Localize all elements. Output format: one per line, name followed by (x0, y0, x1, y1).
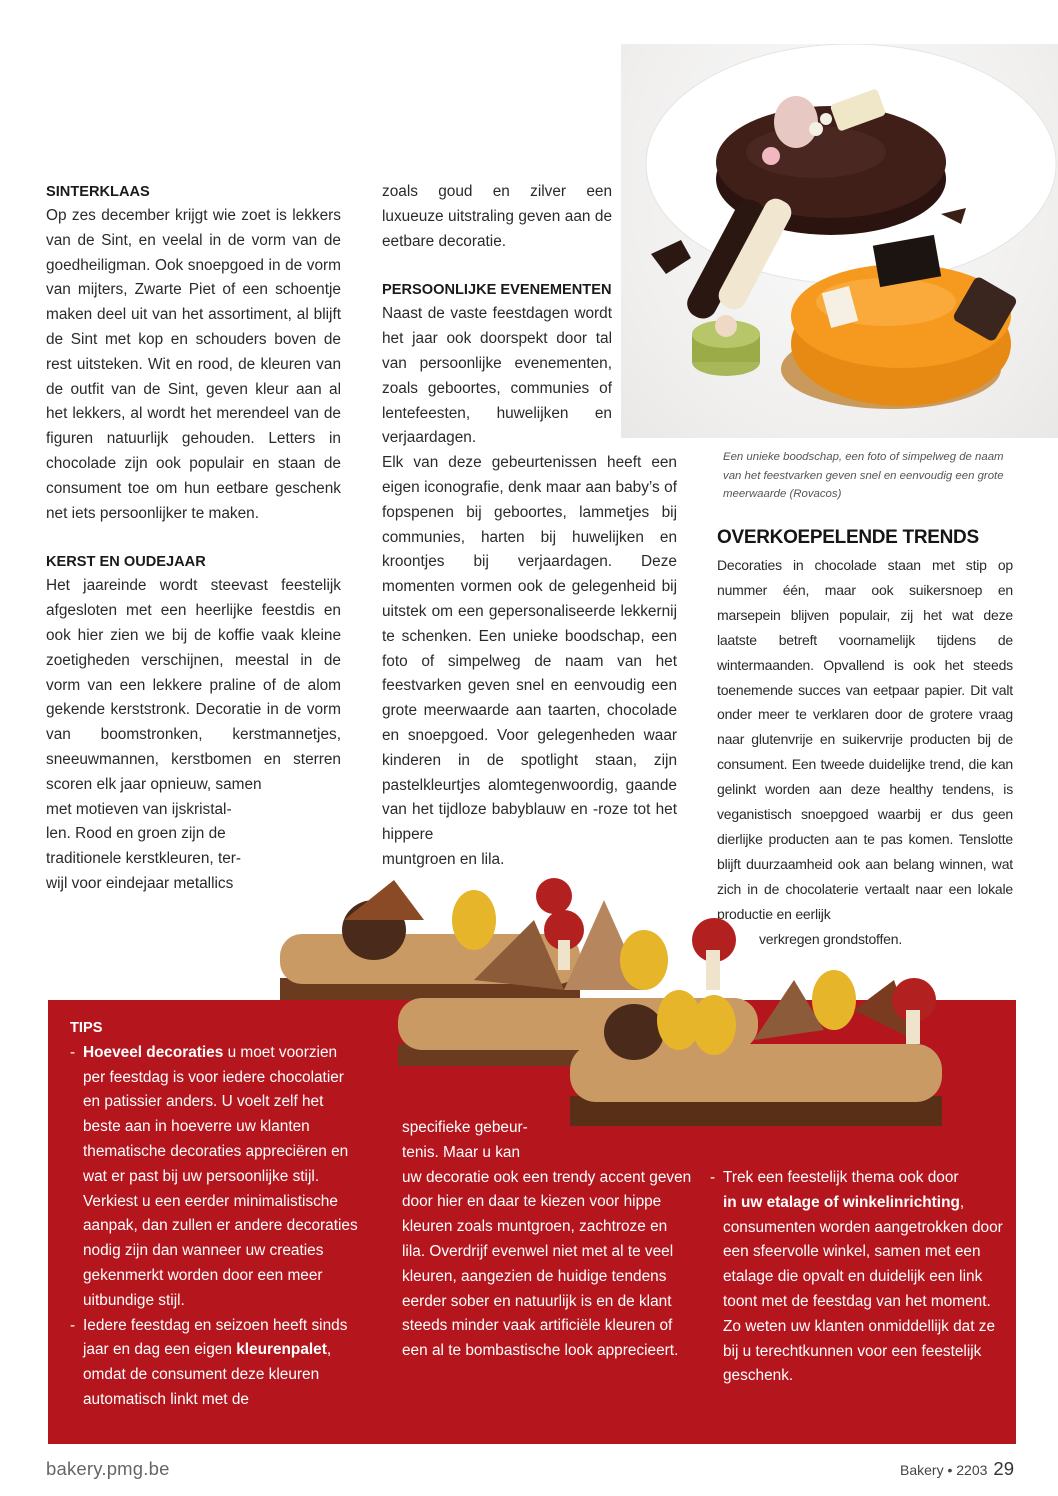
tip-text: Iedere feestdag en seizoen heeft sinds jaar en dag een eigen (83, 1316, 348, 1359)
tip-text: , omdat de consument deze kleuren automatisch linkt met de (83, 1341, 332, 1408)
tip-dash: - (70, 1043, 76, 1061)
tip-dash: - (710, 1169, 716, 1186)
paragraph-kerst-line: met motieven van ijskristal- (46, 800, 232, 818)
tips-column-1 (70, 1016, 360, 1413)
tips-column-3 (710, 1166, 1010, 1389)
paragraph-persoonlijk-1: Naast de vaste feestdagen wordt het jaar ook doorspekt door tal van persoonlijke evenementen, zoals geboortes, communies of lentefeesten, huwelijken en verjaardagen. (382, 305, 612, 447)
tip-text: , consumenten worden aangetrokken door een sfeervolle winkel, samen met een etalage die opvalt en duidelijk een link toont met de feestdag van het moment. (723, 1193, 1003, 1310)
tip-bold: Hoeveel decoraties (83, 1043, 224, 1061)
tip-dash: - (70, 1316, 76, 1334)
paragraph-trends: Decoraties in chocolade staan met stip op nummer één, maar ook suikersnoep en marsepein blijven populair, zij het wat deze laatste betreft voornamelijk tijdens de wintermaanden. Opvallend is ook het steeds toenemende succes van eetpaar papier. Dit valt onder meer te verklaren door de grotere vraag naar glutenvrije en suikervrije producten bij de consument. Een tweede duidelijke trend, die kan gelinkt worden aan deze healthy tendens, is veganistisch snoepgoed waarbij er dus geen dierlijke producten aan te pas komen. Tenslotte blijft duurzaamheid ook aan belang winnen, wat zich in de chocolaterie vertaalt naar een lokale productie en eerlijk (717, 557, 1013, 922)
tip-item (710, 1166, 1010, 1315)
paragraph-persoonlijk-2: Elk van deze gebeurtenissen heeft een eigen iconografie, denk maar aan baby’s of fopspenen bij geboortes, lammetjes bij communies, harten bij huwelijken en kroontjes bij verjaardagen. Deze momenten vormen ook de gelegenheid bij uitstek om een gepersonaliseerde lekkernij te schenken. Een unieke boodschap, een foto of simpelweg de naam van het feestvarken geven snel en eenvoudig een grote meerwaarde aan taarten, chocolade en snoepgoed. Voor gelegenheden waar kinderen in de spotlight staan, zijn pastelkleurtjes alomtegenwoordig, gaande van het tijdloze babyblauw en -roze tot het hippere (382, 454, 677, 844)
tip-text: Trek een feestelijk thema ook door (723, 1169, 959, 1186)
column-1 (46, 180, 341, 897)
tip-continued-line: tenis. Maar u kan (402, 1143, 521, 1161)
tip-item (70, 1041, 360, 1314)
paragraph-persoonlijk-2-end: muntgroen en lila. (382, 850, 505, 868)
pastry-photo (274, 860, 1016, 1138)
heading-kerst: KERST EN OUDEJAAR (46, 554, 206, 571)
heading-persoonlijke-evenementen: PERSOONLIJKE EVENEMENTEN (382, 282, 612, 299)
tip-text: u moet voorzien per feestdag is voor iedere chocolatier en patissier anders. U voelt zelf het beste aan in hoeverre uw klanten thematische decoraties appreciëren en wat er past bij uw persoonlijke stijl. Verkiest u een eerder minimalistische aanpak, dan zullen er andere decoraties nodig zijn dan wanneer uw creaties gekenmerkt worden door een meer uitbundige stijl. (83, 1043, 358, 1309)
tip-bold: kleurenpalet (236, 1341, 327, 1359)
tip-item (70, 1314, 360, 1413)
photo-caption: Een unieke boodschap, een foto of simpelweg de naam van het feestvarken geven snel en eenvoudig een grote meerwaarde (Rovacos) (723, 451, 1004, 500)
tips-column-2 (402, 1116, 692, 1364)
tips-heading: TIPS (70, 1020, 103, 1036)
cake-decorations-photo (621, 44, 1058, 438)
paragraph-kerst-line: traditionele kerstkleuren, ter- (46, 850, 242, 868)
paragraph-kerst-line: wijl voor eindejaar metallics (46, 874, 234, 892)
paragraph-sinterklaas: Op zes december krijgt wie zoet is lekkers van de Sint, en veelal in de vorm van de goedheiligman. Ook snoepgoed in de vorm van mijters, Zwarte Piet of een schoentje maken deel uit van het assortiment, al blijft de Sint met kop en schouders boven de rest uitsteken. Wit en rood, de kleuren van de outfit van de Sint, geven kleur aan al het lekkers, al wordt het merendeel van de figuren natuurlijk gehouden. Letters in chocolade zijn ook populair en staan de consument toe om hun eetbare geschenk net iets persoonlijker te maken. (46, 207, 341, 522)
paragraph-trends-end: verkregen grondstoffen. (759, 930, 903, 947)
page-number: 29 (993, 1458, 1014, 1479)
footer-issue (900, 1458, 1014, 1480)
footer-website: bakery.pmg.be (46, 1458, 170, 1479)
heading-sinterklaas: SINTERKLAAS (46, 184, 150, 200)
tip-continued-line: specifieke gebeur- (402, 1119, 528, 1136)
tip-paragraph: Zo weten uw klanten onmiddellijk dat ze bij u terechtkunnen voor een feestelijk geschenk. (723, 1317, 996, 1385)
paragraph-kerst-line: len. Rood en groen zijn de (46, 825, 226, 843)
heading-overkoepelende-trends: OVERKOEPELENDE TRENDS (717, 527, 979, 548)
cake-illustration (621, 44, 1058, 438)
tip-bold: in uw etalage of winkelinrichting (723, 1193, 960, 1211)
paragraph-kerst: Het jaareinde wordt steevast feestelijk afgesloten met een heerlijke feestdis en ook hier zien we bij de koffie vaak kleine zoetigheden verschijnen, meestal in de vorm van een lekkere praline of de alom gekende kerststronk. Decoratie in de vorm van boomstronken, kerstmannetjes, sneeuwmannen, kerstbomen en sterren scoren elk jaar opnieuw, samen (46, 577, 341, 793)
paragraph-continued: zoals goud en zilver een luxueuze uitstraling geven aan de eetbare decoratie. (382, 183, 612, 250)
tip-continued: uw decoratie ook een trendy accent geven door hier en daar te kiezen voor hippe kleuren zoals muntgroen, zachtroze en lila. Overdrijf evenwel niet met al te veel kleuren, aangezien de huidige tendens eerder sober en natuurlijk is en de klant steeds minder vaak artificiële kleuren of een al te bombastische look apprecieert. (402, 1168, 692, 1360)
footer-magazine: Bakery • 2203 (900, 1462, 988, 1478)
